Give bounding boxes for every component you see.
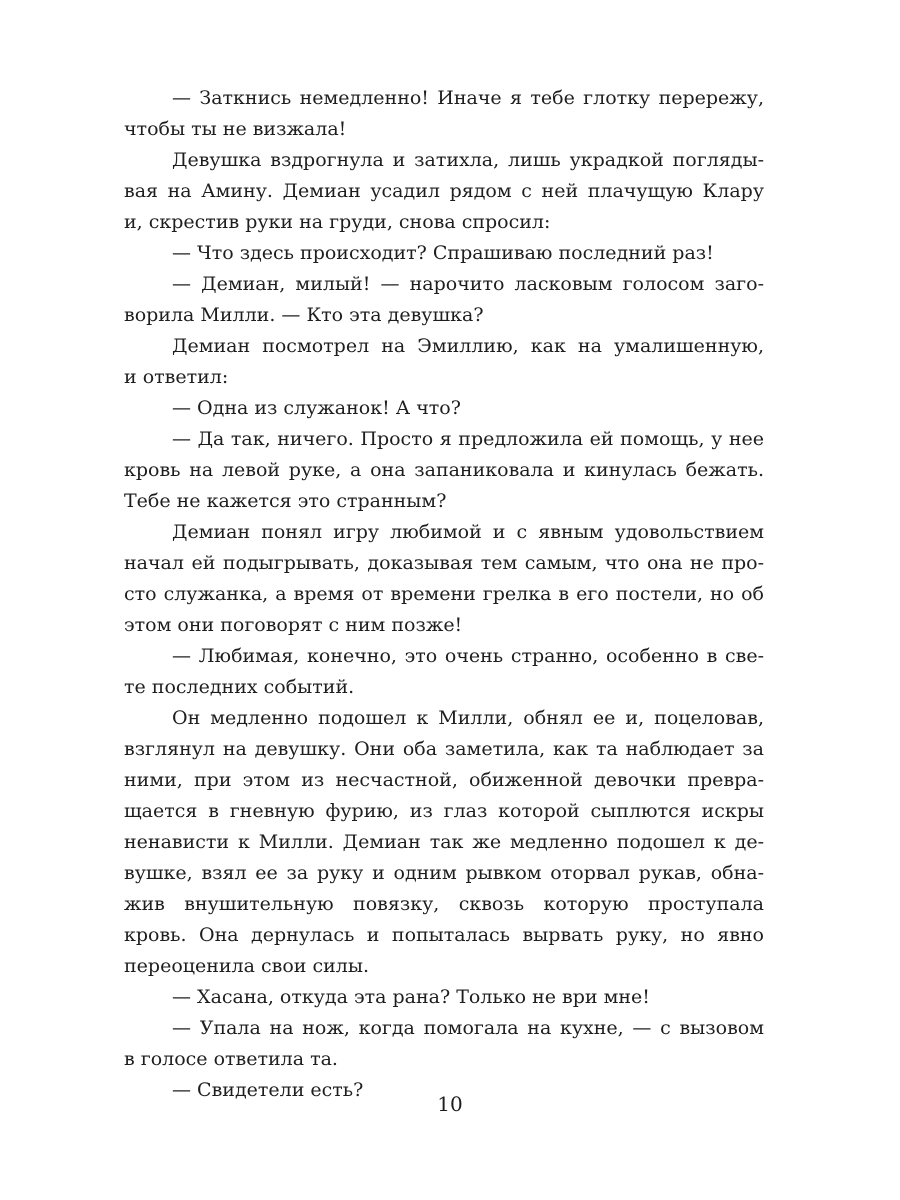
text-line: ненависти к Милли. Демиан так же медленно подошел к де-: [124, 831, 764, 853]
text-line: Тебе не кажется это странным?: [124, 490, 447, 512]
text-line: вушке, взял ее за руку и одним рывком оторвал рукав, обна-: [124, 862, 764, 884]
text-line: те последних событий.: [124, 676, 355, 698]
text-line: переоценила свои силы.: [124, 955, 369, 977]
text-line: жив внушительную повязку, сквозь которую проступала: [124, 893, 764, 915]
page-number: 10: [437, 1092, 463, 1116]
text-line: кровь. Она дернулась и попыталась вырвать руку, но явно: [124, 924, 764, 946]
text-line: — Да так, ничего. Просто я предложила ей помощь, у нее: [172, 428, 764, 450]
text-line: — Что здесь происходит? Спрашиваю последний раз!: [172, 242, 714, 264]
text-line: ворила Милли. — Кто эта девушка?: [124, 304, 484, 326]
text-line: сто служанка, а время от времени грелка в его постели, но об: [124, 583, 764, 605]
text-line: — Любимая, конечно, это очень странно, особенно в све-: [172, 645, 764, 667]
text-line: — Одна из служанок! А что?: [172, 397, 461, 419]
text-line: Демиан посмотрел на Эмиллию, как на умалишенную,: [172, 335, 764, 357]
text-line: в голосе ответила та.: [124, 1048, 338, 1070]
text-line: — Заткнись немедленно! Иначе я тебе глотку перережу,: [172, 87, 764, 109]
text-line: — Хасана, откуда эта рана? Только не ври мне!: [172, 986, 650, 1008]
text-line: Девушка вздрогнула и затихла, лишь украдкой погляды-: [172, 149, 764, 171]
text-line: вая на Амину. Демиан усадил рядом с ней плачущую Клару: [124, 180, 764, 202]
text-line: Он медленно подошел к Милли, обнял ее и, поцеловав,: [172, 707, 764, 729]
page-body: [124, 83, 764, 1106]
text-line: и, скрестив руки на груди, снова спросил:: [124, 211, 551, 233]
text-line: — Демиан, милый! — нарочито ласковым голосом заго-: [172, 273, 764, 295]
text-line: и ответил:: [124, 366, 229, 388]
text-line: ними, при этом из несчастной, обиженной девочки превра-: [124, 769, 764, 791]
text-line: чтобы ты не визжала!: [124, 118, 347, 140]
text-line: взглянул на девушку. Они оба заметила, как та наблюдает за: [124, 738, 764, 760]
text-line: щается в гневную фурию, из глаз которой сыплются искры: [124, 800, 764, 822]
text-line: кровь на левой руке, а она запаниковала и кинулась бежать.: [124, 459, 764, 481]
text-line: этом они поговорят с ним позже!: [124, 614, 463, 636]
text-line: — Свидетели есть?: [172, 1079, 364, 1101]
text-line: начал ей подыгрывать, доказывая тем самым, что она не про-: [124, 552, 764, 574]
text-line: Демиан понял игру любимой и с явным удовольствием: [172, 521, 764, 543]
text-line: — Упала на нож, когда помогала на кухне, — с вызовом: [172, 1017, 764, 1039]
